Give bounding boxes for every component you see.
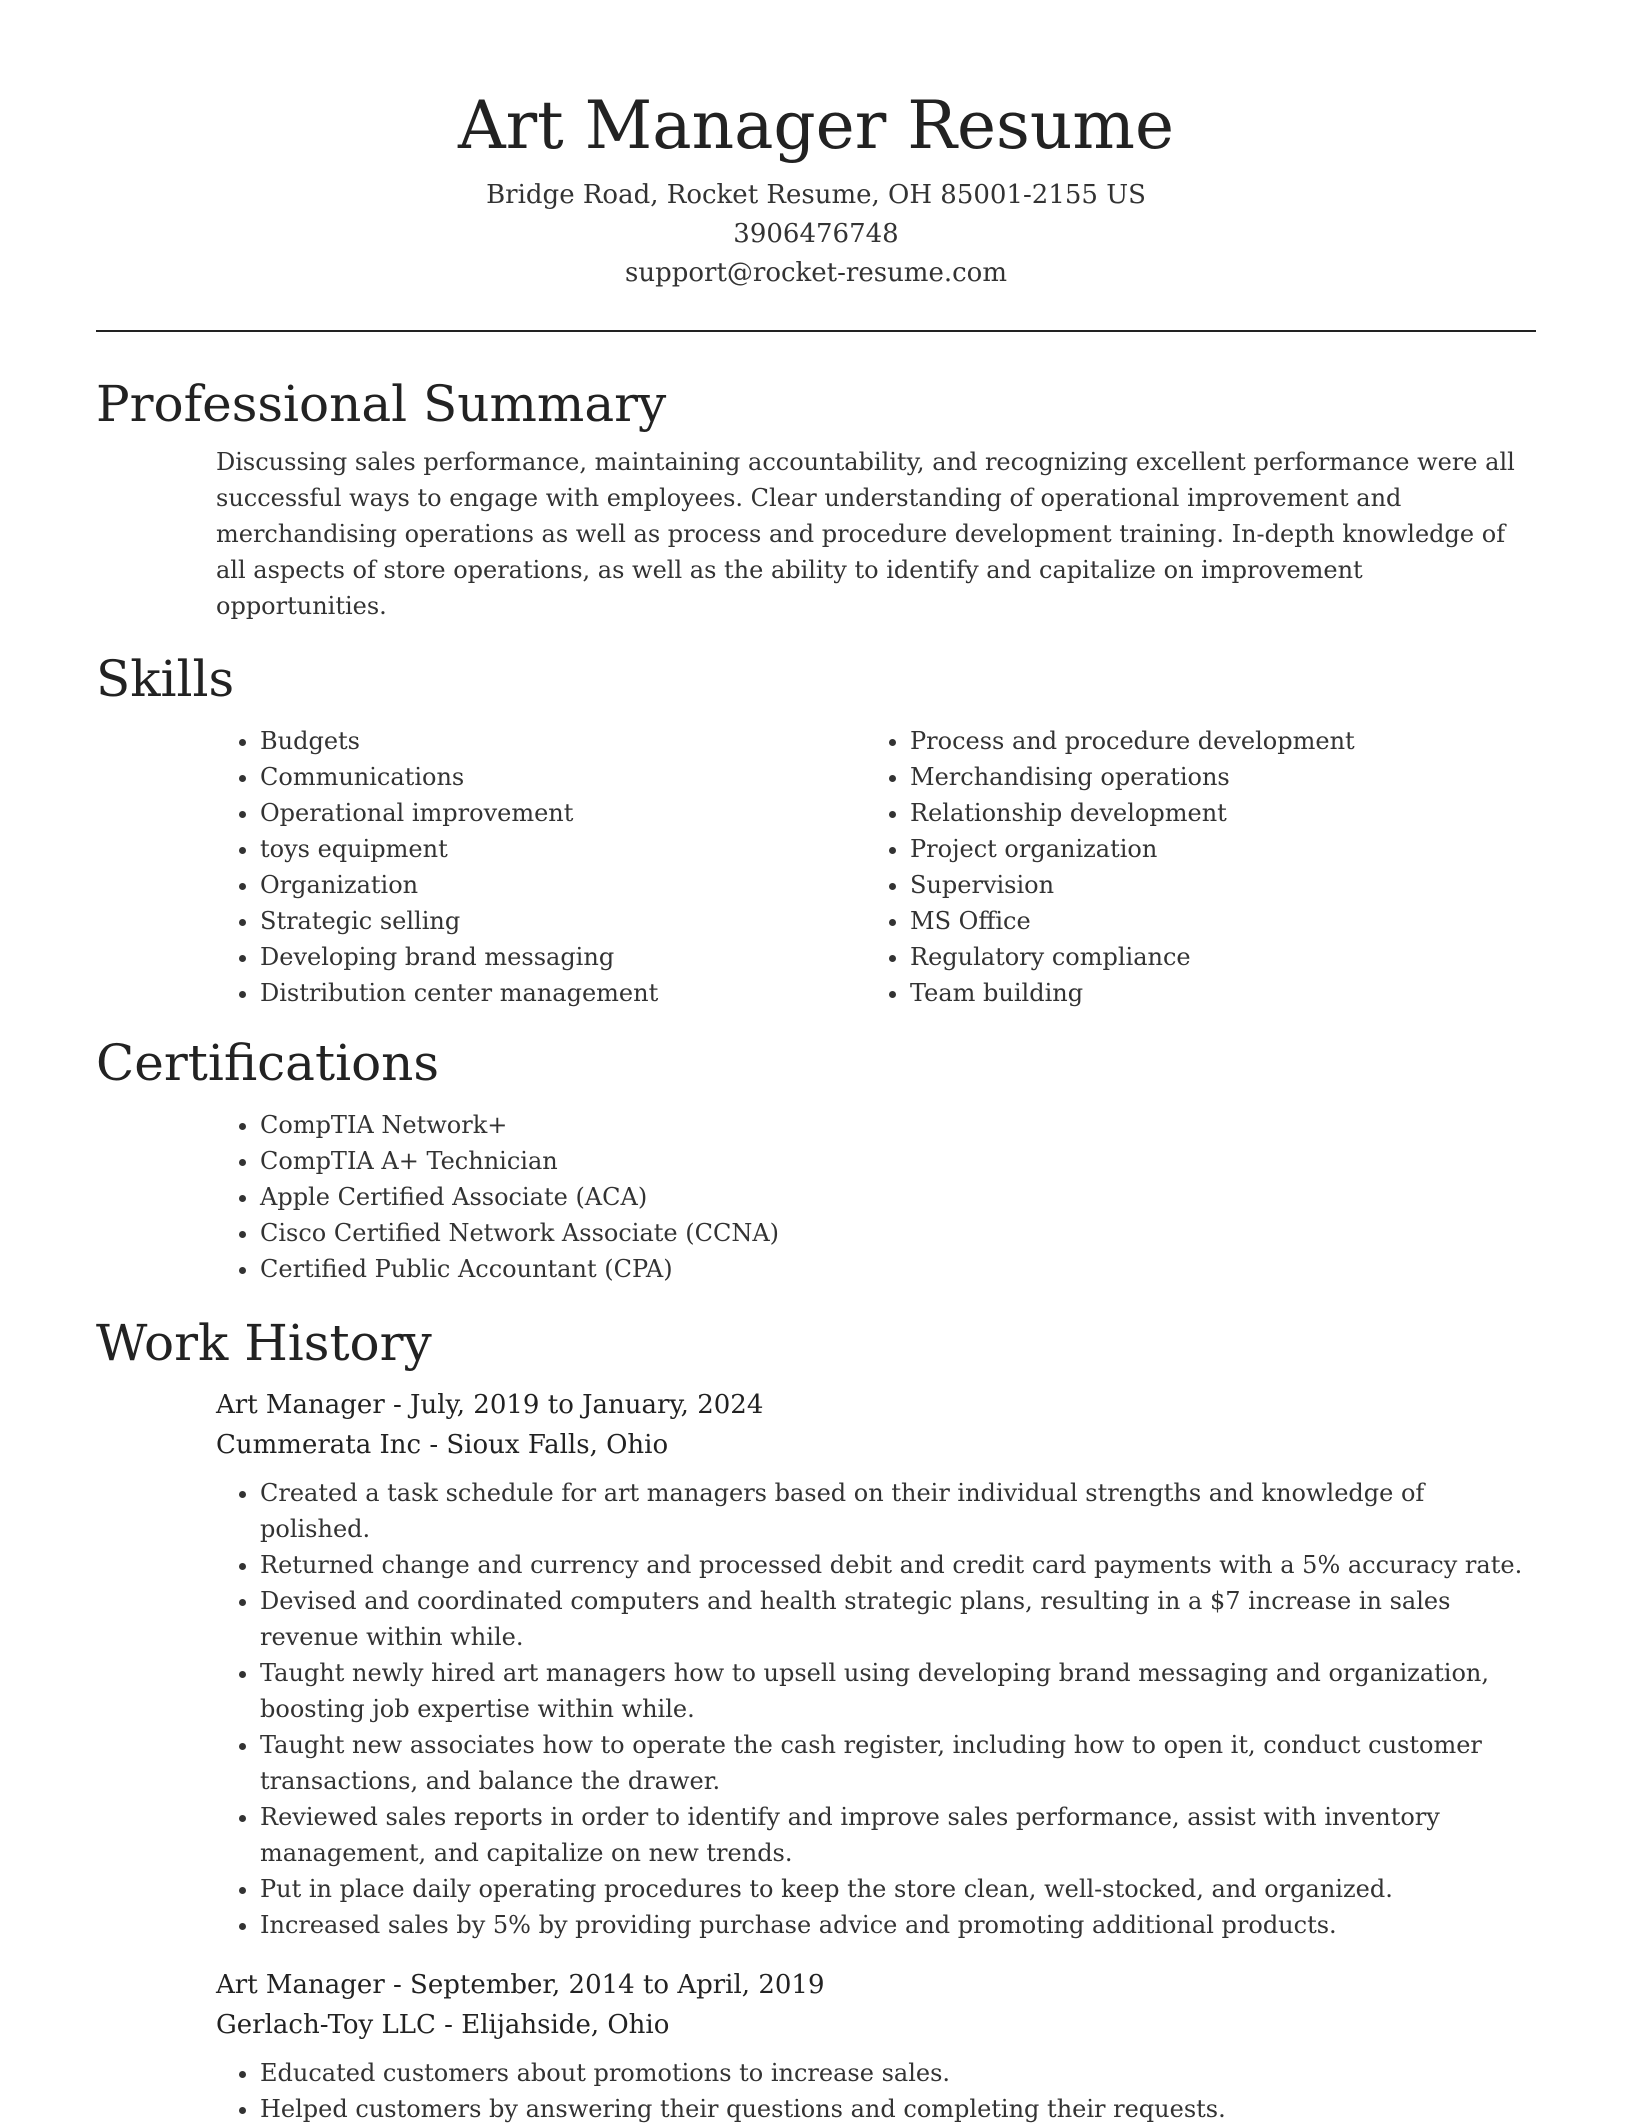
skill-item: • Operational improvement	[260, 795, 866, 831]
skill-item: • toys equipment	[260, 831, 866, 867]
job-role-dates: Art Manager - September, 2014 to April, 2019	[216, 1970, 825, 2000]
skills-column-left	[216, 723, 866, 1011]
job-bullet: • Returned change and currency and processed debit and credit card payments with a 5% accuracy rate.	[260, 1547, 1536, 1583]
job-bullet: • Created a task schedule for art managers based on their individual strengths and knowledge of polished.	[260, 1475, 1536, 1547]
resume-header	[96, 0, 1536, 293]
skill-item: • Process and procedure development	[910, 723, 1516, 759]
certification-item: • Certified Public Accountant (CPA)	[260, 1251, 1536, 1287]
job-bullet: • Educated customers about promotions to increase sales.	[260, 2055, 1536, 2091]
job-bullet: • Reviewed sales reports in order to identify and improve sales performance, assist with inventory management, and capitalize on new trends.	[260, 1799, 1536, 1871]
skill-item: • MS Office	[910, 903, 1516, 939]
header-divider	[96, 330, 1536, 332]
job-company-location: Gerlach-Toy LLC - Elijahside, Ohio	[216, 2010, 670, 2040]
job-company-location: Cummerata Inc - Sioux Falls, Ohio	[216, 1430, 669, 1460]
phone: 3906476748	[733, 219, 899, 249]
job-bullet: • Taught newly hired art managers how to upsell using developing brand messaging and organization, boosting job expertise within while.	[260, 1655, 1536, 1727]
certification-item: • Apple Certified Associate (ACA)	[260, 1179, 1536, 1215]
job-bullet: • Helped customers by answering their questions and completing their requests.	[260, 2091, 1536, 2127]
job-bullets	[216, 2055, 1536, 2127]
certifications-heading: Certifications	[96, 1034, 440, 1092]
resume-title: Art Manager Resume	[457, 87, 1175, 164]
skills-list-left	[216, 723, 866, 1011]
certification-item: • CompTIA Network+	[260, 1107, 1536, 1143]
job-bullet: • Taught new associates how to operate the cash register, including how to open it, conduct customer transactions, and balance the drawer.	[260, 1727, 1536, 1799]
resume-page	[96, 0, 1536, 2123]
job-bullet: • Devised and coordinated computers and health strategic plans, resulting in a $7 increase in sales revenue within while.	[260, 1583, 1536, 1655]
skill-item: • Relationship development	[910, 795, 1516, 831]
skill-item: • Developing brand messaging	[260, 939, 866, 975]
skill-item: • Merchandising operations	[910, 759, 1516, 795]
skills-list-right	[866, 723, 1516, 1011]
email: support@rocket-resume.com	[624, 258, 1007, 288]
job-entry	[216, 1385, 1536, 1943]
address: Bridge Road, Rocket Resume, OH 85001-2155 US	[486, 180, 1146, 210]
skills-column-right	[866, 723, 1516, 1011]
certifications-list-wrap	[216, 1107, 1536, 1287]
skill-item: • Distribution center management	[260, 975, 866, 1011]
work-history-heading: Work History	[96, 1314, 432, 1372]
certification-item: • CompTIA A+ Technician	[260, 1143, 1536, 1179]
skills-heading: Skills	[96, 650, 235, 708]
skill-item: • Team building	[910, 975, 1516, 1011]
summary-heading: Professional Summary	[96, 375, 667, 433]
skill-item: • Strategic selling	[260, 903, 866, 939]
skill-item: • Supervision	[910, 867, 1516, 903]
skills-grid	[216, 723, 1536, 1011]
job-entry	[216, 1965, 1536, 2127]
job-role-dates: Art Manager - July, 2019 to January, 2024	[216, 1390, 764, 1420]
job-bullet: • Increased sales by 5% by providing purchase advice and promoting additional products.	[260, 1907, 1536, 1943]
certifications-list	[216, 1107, 1536, 1287]
job-bullets	[216, 1475, 1536, 1943]
job-bullet: • Put in place daily operating procedures to keep the store clean, well-stocked, and organized.	[260, 1871, 1536, 1907]
summary-text: Discussing sales performance, maintaining accountability, and recognizing excellent performance were all successful ways to engage with employees. Clear understanding of operational improvement and merchandising operations as well as process and procedure development training. In-depth knowledge of all aspects of store operations, as well as the ability to identify and capitalize on improvement opportunities.	[216, 448, 1515, 620]
skill-item: • Budgets	[260, 723, 866, 759]
skill-item: • Project organization	[910, 831, 1516, 867]
skill-item: • Communications	[260, 759, 866, 795]
skill-item: • Regulatory compliance	[910, 939, 1516, 975]
skill-item: • Organization	[260, 867, 866, 903]
certification-item: • Cisco Certified Network Associate (CCNA)	[260, 1215, 1536, 1251]
